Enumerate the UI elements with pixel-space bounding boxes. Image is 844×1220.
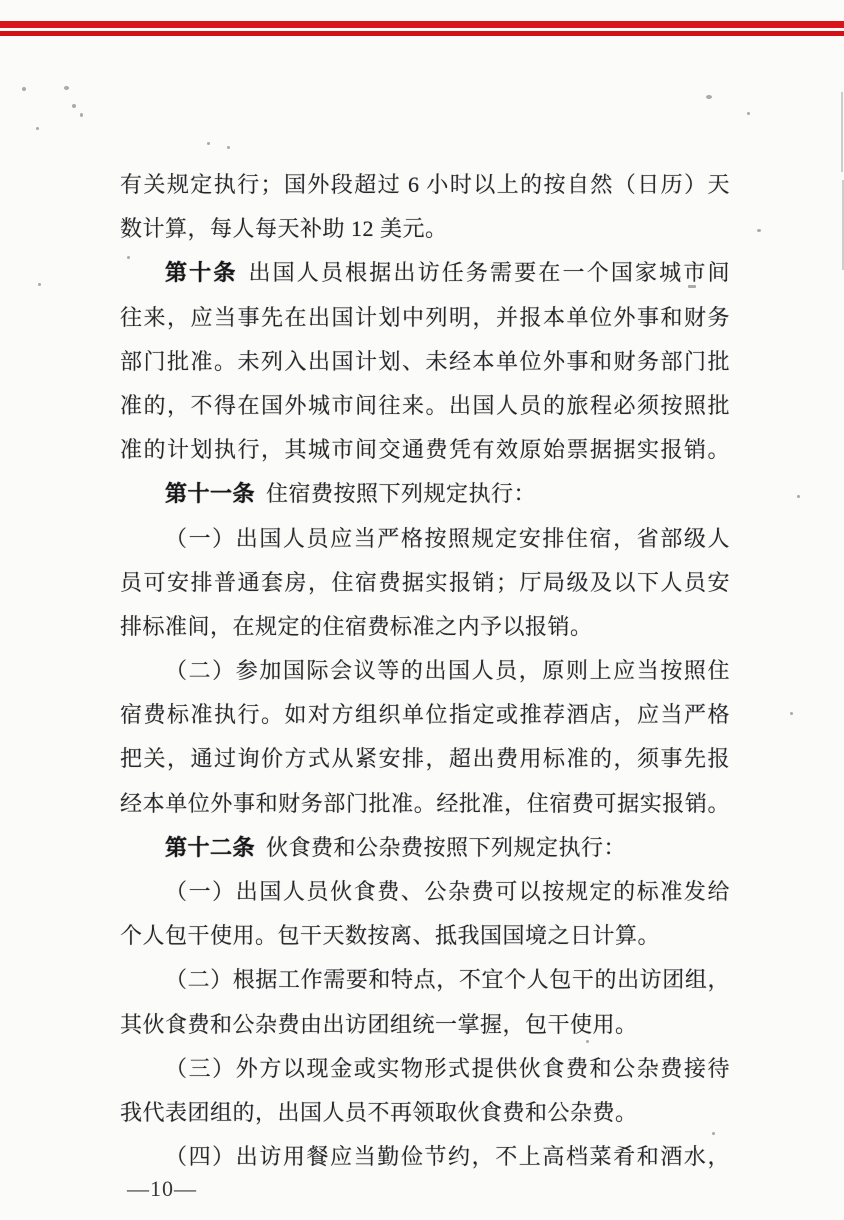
line-text: （四）出访用餐应当勤俭节约，不上高档菜肴和酒水， <box>165 1144 730 1170</box>
line-text: 员可安排普通套房，住宿费据实报销；厅局级及以下人员安 <box>120 569 730 595</box>
speck <box>757 229 761 232</box>
line-text: 排标准间，在规定的住宿费标准之内予以报销。 <box>120 613 593 639</box>
line-text: （一）出国人员应当严格按照规定安排住宿，省部级人 <box>165 525 730 551</box>
text-line <box>120 1091 730 1135</box>
speck <box>80 113 83 117</box>
article-number: 第十一条 <box>165 481 256 507</box>
text-line <box>120 251 730 295</box>
line-text: 往来，应当事先在出国计划中列明，并报本单位外事和财务 <box>120 304 730 330</box>
text-line <box>120 1003 730 1047</box>
text-line <box>120 693 730 737</box>
red-rule-thick <box>0 21 844 28</box>
text-line <box>120 737 730 781</box>
line-text: 我代表团组的，出国人员不再领取伙食费和公杂费。 <box>120 1099 638 1125</box>
speck <box>22 87 26 91</box>
article-number: 第十二条 <box>165 834 256 860</box>
speck <box>797 495 800 498</box>
text-line <box>120 914 730 958</box>
speck <box>712 1132 715 1135</box>
line-text: （二）根据工作需要和特点，不宜个人包干的出访团组， <box>165 967 730 993</box>
speck <box>688 285 696 288</box>
text-line <box>120 163 730 207</box>
speck <box>227 146 230 149</box>
speck <box>36 127 39 130</box>
line-text: 伙食费和公杂费按照下列规定执行： <box>266 834 627 860</box>
text-line <box>120 340 730 384</box>
speck <box>586 1040 589 1043</box>
text-line <box>120 782 730 826</box>
line-text: 准的计划执行，其城市间交通费凭有效原始票据据实报销。 <box>120 437 730 463</box>
speck <box>38 283 41 286</box>
speck <box>127 256 130 259</box>
text-line <box>120 958 730 1002</box>
edge-streak <box>841 92 843 172</box>
text-line <box>120 561 730 605</box>
line-text: 经本单位外事和财务部门批准。经批准，住宿费可据实报销。 <box>120 790 730 816</box>
line-text: （二）参加国际会议等的出国人员，原则上应当按照住 <box>165 658 730 684</box>
speck <box>207 142 210 145</box>
line-text: 出国人员根据出访任务需要在一个国家城市间 <box>248 260 730 286</box>
text-line <box>120 428 730 472</box>
text-line <box>120 605 730 649</box>
text-line <box>120 1047 730 1091</box>
line-text: 宿费标准执行。如对方组织单位指定或推荐酒店，应当严格 <box>120 702 730 728</box>
text-line <box>120 517 730 561</box>
line-text: 数计算，每人每天补助 12 美元。 <box>120 216 448 242</box>
text-line <box>120 472 730 516</box>
article-number: 第十条 <box>165 260 238 286</box>
text-line <box>120 870 730 914</box>
line-text: 个人包干使用。包干天数按离、抵我国国境之日计算。 <box>120 923 661 949</box>
speck <box>747 112 750 115</box>
document-body <box>120 163 730 1179</box>
text-line <box>120 207 730 251</box>
line-text: 住宿费按照下列规定执行： <box>266 481 537 507</box>
line-text: 有关规定执行；国外段超过 6 小时以上的按自然（日历）天 <box>120 172 730 197</box>
line-text: 部门批准。未列入出国计划、未经本单位外事和财务部门批 <box>120 348 730 374</box>
text-line <box>120 826 730 870</box>
page-number: —10— <box>127 1176 197 1201</box>
speck <box>790 712 793 715</box>
text-line <box>120 384 730 428</box>
speck <box>706 95 712 99</box>
line-text: （三）外方以现金或实物形式提供伙食费和公杂费接待 <box>165 1055 730 1081</box>
line-text: 把关，通过询价方式从紧安排，超出费用标准的，须事先报 <box>120 746 730 772</box>
line-text: 准的，不得在国外城市间往来。出国人员的旅程必须按照批 <box>120 392 730 418</box>
red-rule-thin <box>0 31 844 36</box>
speck <box>72 104 76 108</box>
speck <box>64 86 69 90</box>
text-line <box>120 1135 730 1179</box>
line-text: （一）出国人员伙食费、公杂费可以按规定的标准发给 <box>165 879 730 904</box>
text-line <box>120 296 730 340</box>
line-text: 其伙食费和公杂费由出访团组统一掌握，包干使用。 <box>120 1011 638 1037</box>
text-line <box>120 649 730 693</box>
